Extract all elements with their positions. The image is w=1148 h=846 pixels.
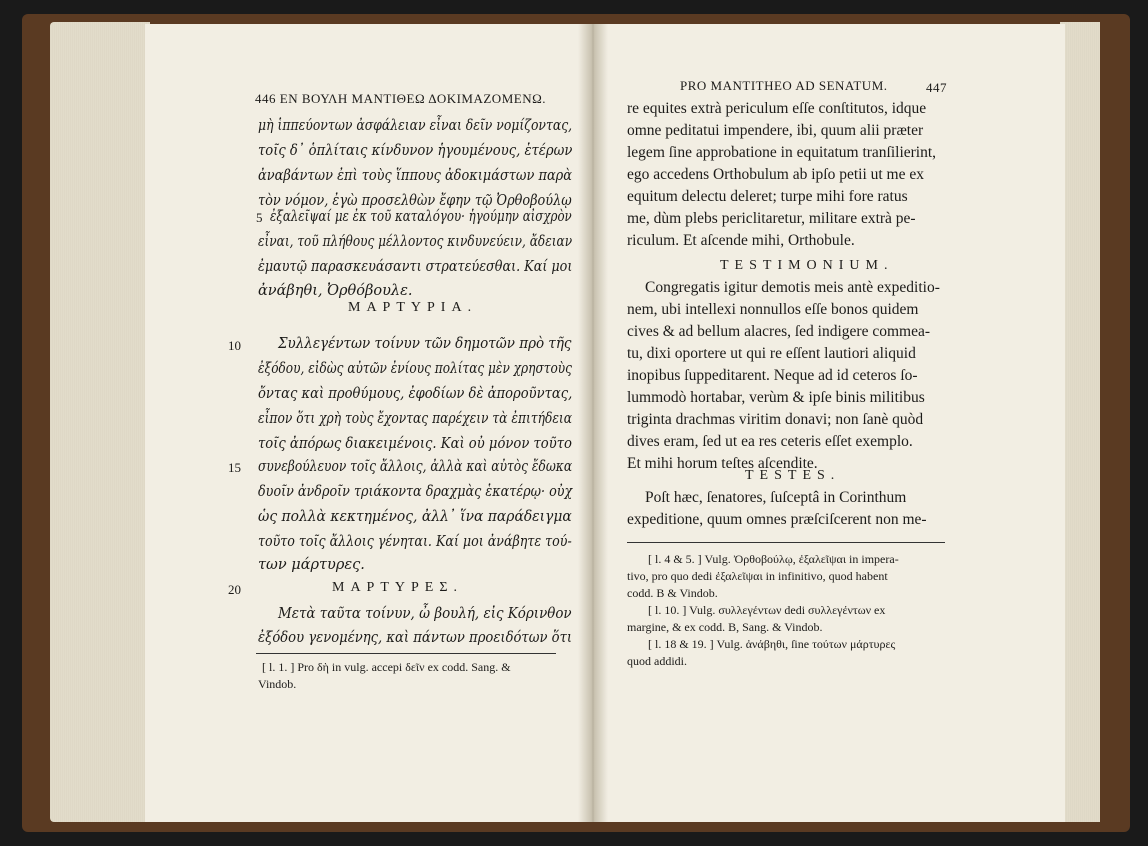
greek-line: των μάρτυρες. [258,557,365,573]
latin-line: dives eram, ſed ut ea res ceteris eſſet exemplo. [627,433,913,450]
latin-line: Et mihi horum teſtes aſcendite. [627,455,818,472]
section-title-testimonium: TESTIMONIUM. [720,258,894,273]
footnote: [ l. 4 & 5. ] Vulg. Ὀρθοβούλῳ, ἐξαλεῖψαι in impera- [648,552,899,566]
footnote: [ l. 1. ] Pro δὴ in vulg. accepi δεῖν ex codd. Sang. & [262,660,511,674]
greek-line: εἶπον ὅτι χρὴ τοὺς ἔχοντας παρέχειν τὰ ἐπιτήδεια [258,411,573,427]
greek-line: συνεβούλευον τοῖς ἄλλοις, ἀλλὰ καὶ αὐτὸς ἔδωκα [258,459,573,475]
latin-line: triginta drachmas viritim donavi; non ſanè quòd [627,411,924,428]
latin-line: tu, dixi oportere ut qui re eſſent lautiori aliquid [627,345,916,362]
book-gutter [578,24,608,822]
greek-line: ἐξόδου γενομένης, καὶ πάντων προειδότων ὅτι [258,630,573,646]
section-title-martyres: ΜΑΡΤΥΡΕΣ. [332,580,463,595]
latin-line: cives & ad bellum alacres, ſed indigere commea- [627,323,930,340]
latin-line: Congregatis igitur demotis meis antè expeditio- [645,279,940,296]
greek-line: δυοῖν ἀνδροῖν τριάκοντα δραχμὰς ἑκατέρῳ· οὐχ [258,484,573,500]
greek-line: ἀναβάντων ἐπὶ τοὺς ἵππους ἀδοκιμάστων παρὰ [258,168,573,184]
greek-line: ἐξόδου, εἰδὼς αὐτῶν ἐνίους πολίτας μὲν χρηστοὺς [258,361,572,377]
section-title-martyria: ΜΑΡΤΥΡΙΑ. [348,300,478,315]
latin-line: me, dùm plebs periclitaretur, militare extrà pe- [627,210,916,227]
section-title-testes: TESTES. [745,468,841,483]
line-number: 20 [228,582,241,597]
footnote: [ l. 18 & 19. ] Vulg. ἀνάβηθι, ſine τούτων μάρτυρες [648,637,896,651]
greek-line: εἶναι, τοῦ πλήθους μέλλοντος κινδυνεύειν, ἄδειαν [258,234,573,250]
footnote: tivo, pro quo dedi ἐξαλεῖψαι in infinitivo, quod habent [627,569,888,583]
footnote-rule [627,542,945,543]
latin-line: Poſt hæc, ſenatores, ſuſceptâ in Corinthum [645,489,907,506]
footnote: margine, & ex codd. B, Sang. & Vindob. [627,620,823,634]
right-page-header: PRO MANTITHEO AD SENATUM. [680,78,888,93]
greek-line: Συλλεγέντων τοίνυν τῶν δημοτῶν πρὸ τῆς [278,336,572,352]
latin-line: riculum. Et aſcende mihi, Orthobule. [627,232,855,249]
greek-line: τοῦτο τοῖς ἄλλοις γένηται. Καί μοι ἀνάβητε τού- [258,534,572,550]
footnote: codd. B & Vindob. [627,586,718,600]
latin-line: ego accedens Orthobulum ab ipſo petii ut me ex [627,166,924,183]
footnote: quod addidi. [627,654,687,668]
latin-line: inopibus ſuppeditarent. Neque ad id ceteros ſo- [627,367,918,384]
line-number: 5 [256,210,263,225]
latin-line: equitum delectu deleret; turpe mihi fore ratus [627,188,908,205]
page-number: 447 [926,80,947,95]
greek-line: ὄντας καὶ προθύμους, ἐφοδίων δὲ ἀποροῦντας, [258,386,573,402]
latin-line: nem, ubi intellexi nonnullos eſſe bonos quidem [627,301,919,318]
left-page-header: 446 ΕΝ ΒΟΥΛΗ ΜΑΝΤΙΘΕΩ ΔΟΚΙΜΑΖΟΜΕΝΩ. [255,91,546,106]
greek-line: ὡς πολλὰ κεκτημένος, ἀλλ᾽ ἵνα παράδειγμα [258,509,572,525]
greek-line: Μετὰ ταῦτα τοίνυν, ὦ βουλή, εἰς Κόρινθον [278,606,572,622]
latin-line: expeditione, quum omnes præſciſcerent non me- [627,511,927,528]
greek-line: ἐμαυτῷ παρασκευάσαντι στρατεύεσθαι. Καί μοι [258,259,573,275]
latin-line: legem ſine approbatione in equitatum tranſilierint, [627,144,937,161]
greek-line: τὸν νόμον, ἐγὼ προσελθὼν ἔφην τῷ Ὀρθοβούλῳ [258,193,572,209]
footnote: [ l. 10. ] Vulg. συλλεγέντων dedi συλλεγέντων ex [648,603,886,617]
latin-line: lummodò hortabar, verùm & ipſe binis militibus [627,389,925,406]
latin-line: omne peditatui impendere, ibi, quum alii præter [627,122,924,139]
page-edges-left [50,22,150,822]
greek-line: τοῖς ἀπόρως διακειμένοις. Καὶ οὐ μόνον τοῦτο [258,436,572,452]
page-edges-right [1060,22,1100,822]
footnote-rule [256,653,556,654]
greek-line: ἐξαλεῖψαί με ἐκ τοῦ καταλόγου· ἡγούμην αἰσχρὸν [270,209,572,225]
footnote: Vindob. [258,677,297,691]
line-number: 15 [228,460,241,475]
latin-line: re equites extrà periculum eſſe conſtitutos, idque [627,100,927,117]
greek-line: ἀνάβηθι, Ὀρθόβουλε. [258,283,413,299]
line-number: 10 [228,338,241,353]
greek-line: μὴ ἱππεύοντων ἀσφάλειαν εἶναι δεῖν νομίζοντας, [258,118,573,134]
greek-line: τοῖς δ᾽ ὁπλίταις κίνδυνον ἡγουμένους, ἑτέρων [258,143,573,159]
